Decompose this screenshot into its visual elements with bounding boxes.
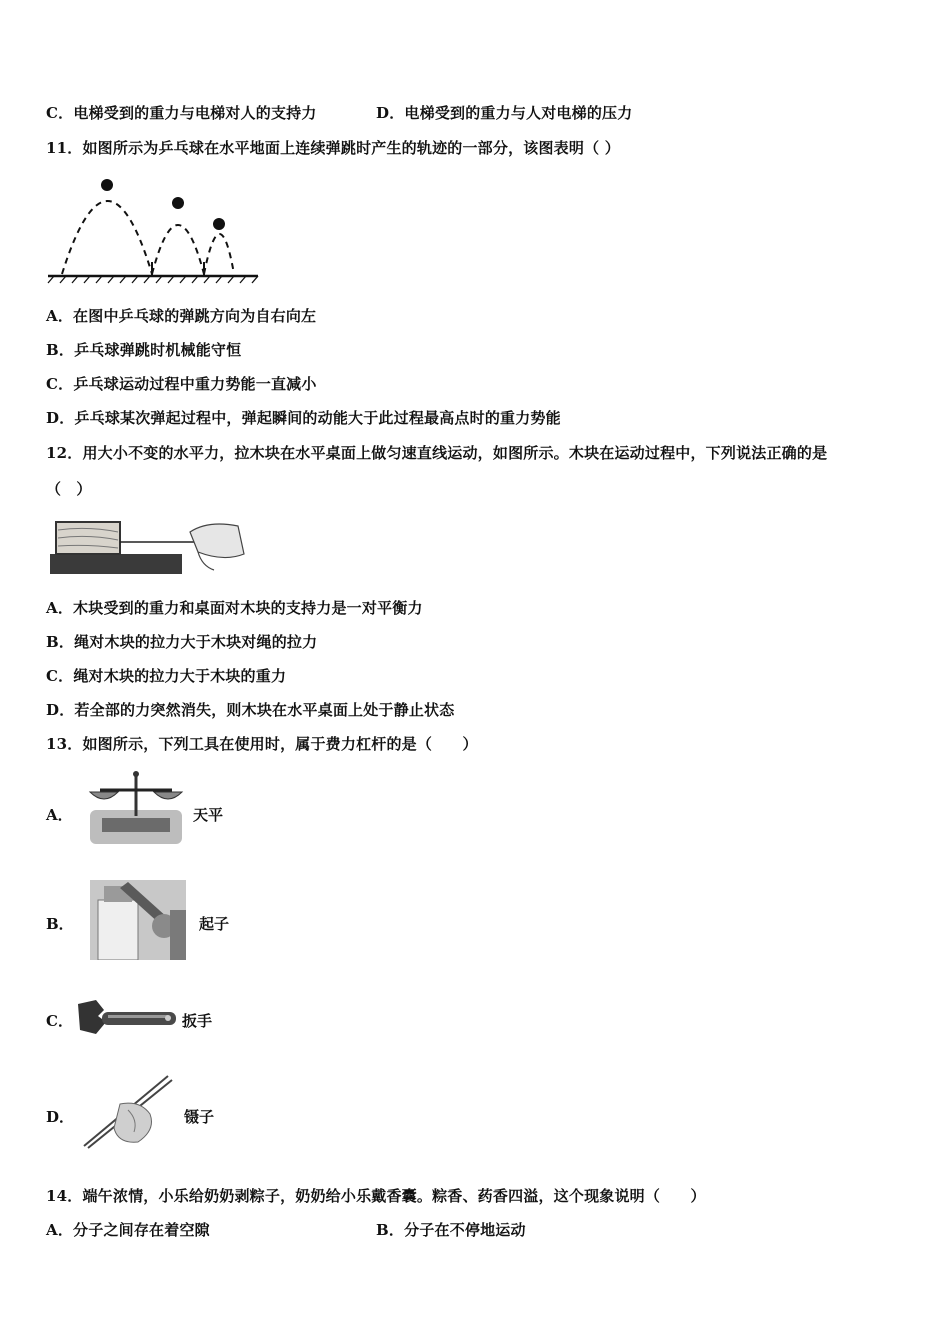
q12-option-b: [46, 631, 317, 652]
option-label: D．: [46, 701, 75, 719]
option-label: D．: [376, 104, 405, 122]
option-text: 绳对木块的拉力大于木块对绳的拉力: [74, 633, 318, 651]
q13-option-b-label: B．: [46, 915, 74, 933]
option-label: A．: [46, 599, 74, 617]
balance-scale-image: [84, 768, 188, 848]
option-label: B．: [46, 633, 75, 651]
q13-option-b-caption: 起子: [199, 915, 230, 933]
option-label: A．: [46, 1221, 74, 1239]
option-text: 分子之间存在着空隙: [73, 1221, 210, 1239]
wrench-image: [74, 996, 178, 1042]
q11-option-c: [46, 373, 317, 394]
q12-stem: 12．用大小不变的水平力，拉木块在水平桌面上做匀速直线运动，如图所示。木块在运动过程中，下列说法正确的是: [46, 444, 828, 462]
q12-option-d: [46, 699, 454, 720]
q13-option-a-caption: 天平: [193, 806, 224, 824]
q14-option-a: [46, 1219, 210, 1240]
q10-option-d: [376, 102, 632, 123]
q11-option-d: [46, 407, 561, 428]
q12-option-a: [46, 597, 423, 618]
option-label: B．: [46, 341, 75, 359]
q14-option-b: [376, 1219, 526, 1240]
option-text: 在图中乒乓球的弹跳方向为自右向左: [73, 307, 317, 325]
option-label: A．: [46, 307, 74, 325]
ping-pong-trajectory-figure: [44, 172, 264, 284]
q12-option-c: [46, 665, 286, 686]
q13-option-c-caption: 扳手: [182, 1012, 213, 1030]
wood-block-pull-figure: [48, 514, 248, 576]
q13-option-d-label: D．: [46, 1108, 75, 1126]
option-text: 分子在不停地运动: [404, 1221, 526, 1239]
q11-option-a: [46, 305, 316, 326]
option-text: 若全部的力突然消失，则木块在水平桌面上处于静止状态: [74, 701, 455, 719]
q12-paren: （ ）: [46, 480, 92, 498]
q13-option-c-label: C．: [46, 1012, 73, 1030]
option-text: 乒乓球运动过程中重力势能一直减小: [73, 375, 317, 393]
option-text: 乒乓球弹跳时机械能守恒: [74, 341, 242, 359]
option-label: D．: [46, 409, 75, 427]
option-label: C．: [46, 375, 74, 393]
q13-stem: 13．如图所示，下列工具在使用时，属于费力杠杆的是（ ）: [46, 735, 478, 753]
option-text: 电梯受到的重力与人对电梯的压力: [404, 104, 633, 122]
q10-option-c: [46, 102, 317, 123]
option-text: 绳对木块的拉力大于木块的重力: [73, 667, 287, 685]
q11-option-b: [46, 339, 241, 360]
tweezers-image: [78, 1070, 178, 1150]
q11-stem: 11．如图所示为乒乓球在水平地面上连续弹跳时产生的轨迹的一部分，该图表明（ ）: [46, 139, 620, 157]
option-text: 电梯受到的重力与电梯对人的支持力: [73, 104, 317, 122]
q13-option-a-label: A．: [46, 806, 73, 824]
q13-option-d-caption: 镊子: [184, 1108, 215, 1126]
option-label: C．: [46, 104, 74, 122]
option-label: C．: [46, 667, 74, 685]
option-text: 木块受到的重力和桌面对木块的支持力是一对平衡力: [73, 599, 423, 617]
option-label: B．: [376, 1221, 405, 1239]
q14-stem: 14．端午浓情，小乐给奶奶剥粽子，奶奶给小乐戴香囊。粽香、药香四溢，这个现象说明（ ）: [46, 1187, 706, 1205]
option-text: 乒乓球某次弹起过程中，弹起瞬间的动能大于此过程最高点时的重力势能: [74, 409, 561, 427]
bottle-opener-image: [90, 880, 186, 960]
